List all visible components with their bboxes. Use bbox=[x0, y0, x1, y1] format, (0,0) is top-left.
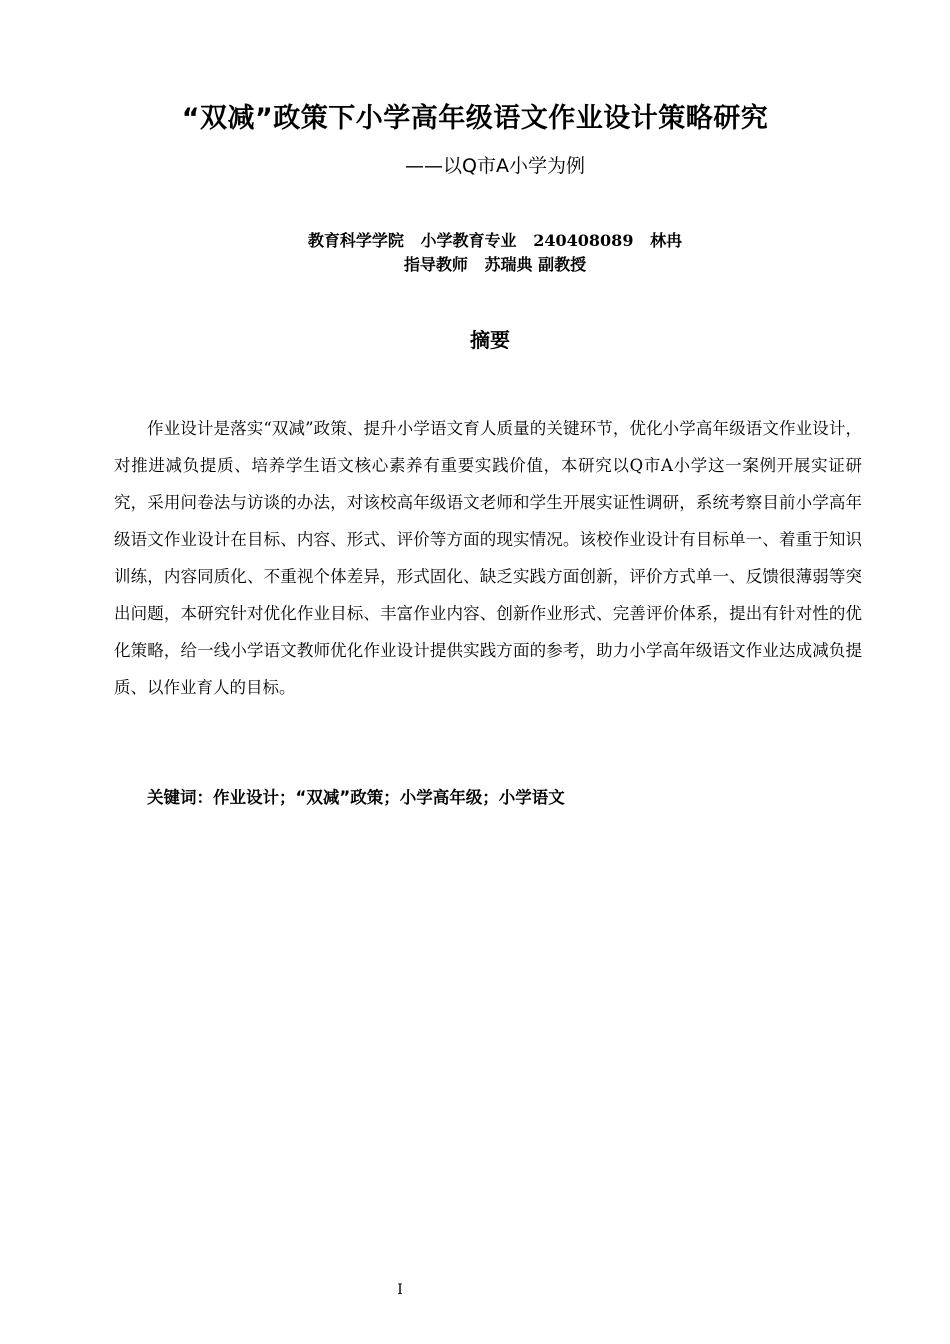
abstract-heading: 摘要 bbox=[470, 328, 510, 352]
paper-subtitle: ——以Q市A小学为例 bbox=[405, 155, 585, 177]
page-number: I bbox=[397, 1282, 403, 1298]
advisor-info: 指导教师 苏瑞典 副教授 bbox=[403, 255, 587, 274]
abstract-paragraph: 作业设计是落实“双减”政策、提升小学语文育人质量的关键环节，优化小学高年级语文作业设计，对推进减负提质、培养学生语文核心素养有重要实践价值，本研究以Q市A小学这一案例开展实证研究，采用问卷法与访谈的办法，对该校高年级语文老师和学生开展实证性调研，系统考察目前小学高年级语文作业设计在目标、内容、形式、评价等方面的现实情况。该校作业设计有目标单一、着重于知识训练，内容同质化、不重视个体差异，形式固化、缺乏实践方面创新，评价方式单一、反馈很薄弱等突出问题，本研究针对优化作业目标、丰富作业内容、创新作业形式、完善评价体系，提出有针对性的优化策略，给一线小学语文教师优化作业设计提供实践方面的参考，助力小学高年级语文作业达成减负提质、以作业育人的目标。 bbox=[114, 419, 862, 697]
keywords-line: 关键词：作业设计；“双减”政策；小学高年级；小学语文 bbox=[147, 788, 565, 807]
author-info: 教育科学学院 小学教育专业 240408089 林冉 bbox=[307, 231, 683, 250]
paper-title: “双减”政策下小学高年级语文作业设计策略研究 bbox=[181, 103, 769, 134]
